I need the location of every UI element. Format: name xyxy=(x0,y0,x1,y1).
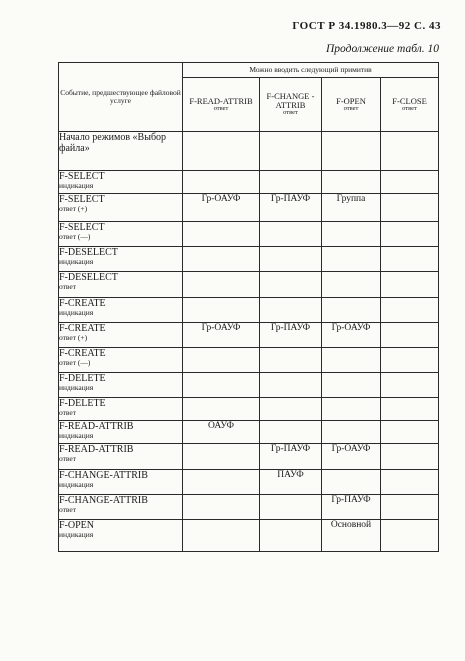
value-cell xyxy=(381,247,439,272)
value-cell xyxy=(183,132,260,171)
event-name: F-DESELECT xyxy=(59,247,118,258)
value-cell xyxy=(322,171,381,194)
primitives-table xyxy=(58,62,439,552)
event-type: индикация xyxy=(59,431,94,441)
value-cell xyxy=(260,171,322,194)
event-cell xyxy=(59,470,183,495)
event-name: F-SELECT xyxy=(59,222,105,233)
column-primitive-type: ответ xyxy=(402,104,417,112)
column-header xyxy=(322,78,381,132)
value-cell xyxy=(183,398,260,421)
table-row xyxy=(59,444,439,470)
table-row xyxy=(59,323,439,348)
value-cell xyxy=(260,272,322,298)
event-type: ответ (—) xyxy=(59,358,91,368)
value-cell xyxy=(183,348,260,373)
header-row-group xyxy=(59,63,439,78)
value-cell xyxy=(183,222,260,247)
event-name: F-CREATE xyxy=(59,323,106,334)
event-name: F-SELECT xyxy=(59,171,105,182)
event-cell xyxy=(59,444,183,470)
value-cell xyxy=(381,323,439,348)
event-type: ответ (+) xyxy=(59,204,88,214)
event-cell xyxy=(59,222,183,247)
column-primitive-name: F-READ-ATTRIB xyxy=(189,95,253,106)
event-name: Начало режимов «Выбор файла» xyxy=(59,132,167,155)
event-name: F-CREATE xyxy=(59,298,106,309)
value-cell xyxy=(381,194,439,222)
value-cell: Группа xyxy=(322,194,381,222)
value-cell xyxy=(322,398,381,421)
value-cell xyxy=(260,132,322,171)
value-cell xyxy=(381,520,439,552)
value-cell: Гр-ПАУФ xyxy=(322,495,381,520)
value-cell xyxy=(381,171,439,194)
table-row xyxy=(59,373,439,398)
table-row xyxy=(59,171,439,194)
value-cell xyxy=(260,298,322,323)
value-cell xyxy=(381,373,439,398)
event-name: F-DESELECT xyxy=(59,272,118,283)
event-type: индикация xyxy=(59,257,94,267)
event-type: ответ xyxy=(59,282,77,292)
value-cell: Гр-ОАУФ xyxy=(183,323,260,348)
value-cell xyxy=(322,222,381,247)
event-name: F-DELETE xyxy=(59,373,106,384)
value-cell xyxy=(260,495,322,520)
event-column-header: Событие, предшествующее файловой услуге xyxy=(59,63,183,132)
event-type: ответ xyxy=(59,408,77,418)
event-name: F-READ-ATTRIB xyxy=(59,421,134,432)
table-row xyxy=(59,398,439,421)
value-cell xyxy=(381,398,439,421)
value-cell xyxy=(260,520,322,552)
column-primitive-type: ответ xyxy=(283,109,298,117)
value-cell xyxy=(183,495,260,520)
column-header xyxy=(381,78,439,132)
value-cell xyxy=(381,298,439,323)
value-cell: Гр-ПАУФ xyxy=(260,323,322,348)
value-cell xyxy=(381,132,439,171)
value-cell xyxy=(381,470,439,495)
column-header xyxy=(260,78,322,132)
event-name: F-SELECT xyxy=(59,194,105,205)
event-cell xyxy=(59,194,183,222)
event-name: F-OPEN xyxy=(59,520,95,531)
event-cell xyxy=(59,323,183,348)
event-cell xyxy=(59,171,183,194)
value-cell: Гр-ОАУФ xyxy=(183,194,260,222)
value-cell xyxy=(322,298,381,323)
event-type: индикация xyxy=(59,181,94,191)
event-cell xyxy=(59,373,183,398)
table-row xyxy=(59,495,439,520)
value-cell: ПАУФ xyxy=(260,470,322,495)
event-cell xyxy=(59,298,183,323)
table-row xyxy=(59,272,439,298)
event-name: F-DELETE xyxy=(59,398,106,409)
value-cell xyxy=(183,444,260,470)
value-cell xyxy=(260,373,322,398)
event-name: F-CHANGE-ATTRIB xyxy=(59,470,148,481)
event-name: F-CHANGE-ATTRIB xyxy=(59,495,148,506)
gost-reference: ГОСТ Р 34.1980.3—92 С. 43 xyxy=(292,20,441,32)
value-cell xyxy=(183,520,260,552)
value-cell xyxy=(322,132,381,171)
event-cell xyxy=(59,272,183,298)
table-row xyxy=(59,520,439,552)
event-cell xyxy=(59,421,183,444)
table-row xyxy=(59,247,439,272)
value-cell xyxy=(322,272,381,298)
table-row xyxy=(59,421,439,444)
value-cell xyxy=(260,222,322,247)
value-cell xyxy=(381,272,439,298)
value-cell xyxy=(183,298,260,323)
value-cell xyxy=(381,348,439,373)
value-cell xyxy=(381,421,439,444)
value-cell xyxy=(183,171,260,194)
value-cell xyxy=(322,247,381,272)
event-name: F-READ-ATTRIB xyxy=(59,444,134,455)
value-cell: Гр-ПАУФ xyxy=(260,194,322,222)
value-cell: Основной xyxy=(322,520,381,552)
value-cell xyxy=(260,421,322,444)
event-type: ответ xyxy=(59,505,77,515)
table-row xyxy=(59,132,439,171)
table-continuation-label: Продолжение табл. 10 xyxy=(326,43,439,55)
event-type: ответ (—) xyxy=(59,232,91,242)
value-cell xyxy=(322,421,381,444)
value-cell xyxy=(322,470,381,495)
event-type: ответ (+) xyxy=(59,333,88,343)
column-primitive-name: F-CLOSE xyxy=(392,95,427,106)
event-type: индикация xyxy=(59,383,94,393)
column-primitive-name: F-OPEN xyxy=(336,95,366,106)
value-cell xyxy=(183,373,260,398)
value-cell: Гр-ОАУФ xyxy=(322,323,381,348)
event-type: индикация xyxy=(59,480,94,490)
event-cell xyxy=(59,348,183,373)
event-type: индикация xyxy=(59,530,94,540)
table-row xyxy=(59,222,439,247)
column-primitive-type: ответ xyxy=(213,104,229,112)
value-cell xyxy=(183,247,260,272)
event-cell xyxy=(59,495,183,520)
value-cell xyxy=(260,398,322,421)
event-cell xyxy=(59,398,183,421)
event-cell xyxy=(59,132,183,171)
value-cell: ОАУФ xyxy=(183,421,260,444)
value-cell: Гр-ПАУФ xyxy=(260,444,322,470)
event-name: F-CREATE xyxy=(59,348,106,359)
value-cell xyxy=(260,247,322,272)
column-primitive-type: ответ xyxy=(343,104,359,112)
value-cell xyxy=(183,272,260,298)
value-cell xyxy=(381,444,439,470)
table-row xyxy=(59,298,439,323)
value-cell xyxy=(322,373,381,398)
value-cell xyxy=(183,470,260,495)
value-cell: Гр-ОАУФ xyxy=(322,444,381,470)
event-cell xyxy=(59,520,183,552)
value-cell xyxy=(381,495,439,520)
table-row xyxy=(59,194,439,222)
value-cell xyxy=(322,348,381,373)
event-type: индикация xyxy=(59,308,94,318)
column-header xyxy=(183,78,260,132)
column-primitive-name: F-CHANGE -ATTRIB xyxy=(266,91,315,111)
primitive-group-header: Можно вводить следующий примитив xyxy=(183,63,439,78)
value-cell xyxy=(381,222,439,247)
table-body xyxy=(59,132,439,552)
event-type: ответ xyxy=(59,454,77,464)
table-row xyxy=(59,470,439,495)
table-row xyxy=(59,348,439,373)
event-cell xyxy=(59,247,183,272)
value-cell xyxy=(260,348,322,373)
